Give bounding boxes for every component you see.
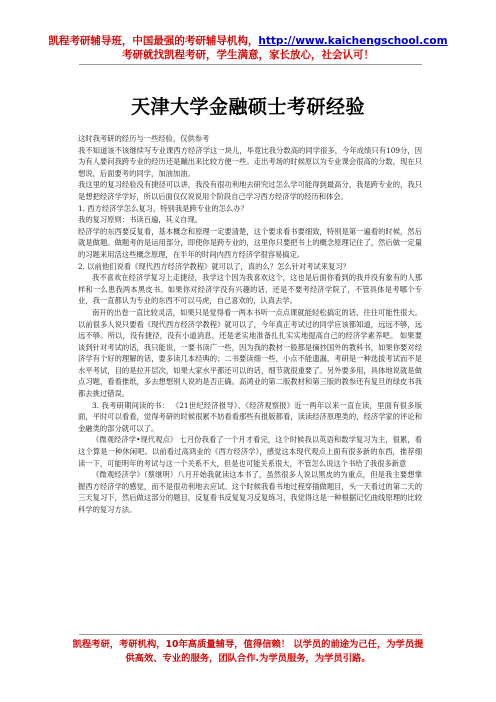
paragraph: 经济学的东西要反复看，基本概念和原理一定要清楚，这个要求看书要细致，特别是第一遍看的时候，然后就是做题。做题考的是运用部分，即使你是跨专业的，这里你只要把书上的概念原理记住了，然后做一定量的习题来用活这些概念原理，在半年的时间内西方经济学很容易搞定。	[78, 226, 422, 259]
article-body	[78, 133, 422, 516]
footer-divider	[79, 634, 422, 635]
header-promo-line-1	[0, 35, 496, 48]
paragraph: 我不喜欢在经济学复习上走捷径，我学这个因为我喜欢这个，这也是后面你看到的我并没有象有的人那样和一么患我两本黑皮书。如果你对经济学没有兴趣的话，还是不要考经济学院了，不管具体是考哪个专业，我一直都认为专业的东西不可以马虎，自己喜欢的，认真去学。	[78, 273, 422, 306]
paragraph-intro: 这时我考研的经历与一些经验，仅供参考	[78, 134, 210, 143]
footer-promo: 凯程考研，考研机构，10年高质量辅导，值得信赖！ 以学员的前途为己任，为学员提供高效、专业的服务，团队合作.为学员服务，为学员引路。	[72, 639, 424, 664]
section-heading: 1. 西方经济学怎么复习，特别我是跨专业的怎么办？	[78, 203, 248, 213]
section-heading: 2. 以前他们说看《现代西方经济学教程》就可以了，真的么？怎么针对考试来复习？	[78, 261, 350, 271]
header-website-link[interactable]: http://www.kaichengschool.com	[258, 35, 448, 47]
paragraph: 《微观经济学》（蔡继明）八月开始我就读这本书了，虽然很多人说以黑皮的为重点，但是我主要想掌握西方经济学的感觉，而不是很功利地去应试。这个时候我看书地过程穿插做题目，头一天看过的第二天的三天复习下，然后做这部分的题目，反复看书反复复习反复练习，我觉得这是一种根据记忆曲线原理的比较科学的复习方法。	[78, 470, 422, 514]
paragraph: 《微观经济学•现代观点》 七月份我看了一个月才看完，这个时候我以英语和数学复习为主，很累，看这个算是一种休闲吧。以前看过高鸿业的《西方经济学》，感觉这本现代观点上面有很多新的东西，推荐细读一下，可能明年的考试与这一个关系不大，但是也可能关系很大，不管怎么说这个书给了我很多新意	[78, 435, 422, 468]
paragraph: 我不知道该不该继续写专业课西方经济学这一块儿，毕竟比我分数高的同学很多，今年成绩只有109分，因为有人要问我跨专业的经历还是蹦出来比较方便一些。走出考场的时候原以为专业课会很高的分数，现在只想说，后面要考的同学，加油加油。	[78, 145, 422, 178]
header-promo-text: 凯程考研辅导班，中国最强的考研辅导机构，	[48, 35, 259, 47]
paragraph: 我的复习原则：书读百遍，其义自现。	[78, 215, 203, 225]
section-heading: 3. 我考研期间读的书： 《21世纪经济报导》、《经济观察报》近一两年以来一直在读，里面有很多版面，平时可以看看，觉得考研的时候很累不妨看看那些有报版都看，读读经济原理类的，经济学家的评论和金融类的部分就可以了。	[78, 400, 422, 433]
page-title: 天津大学金融硕士考研经验	[130, 96, 365, 118]
header-promo-line-2: 考研就找凯程考研，学生满意，家长放心，社会认可！	[122, 49, 374, 61]
paragraph: 南开的出卷一直比较灵活，如果只是觉得看一两本书听一点点课就能轻松搞定的话，往往可能性很大。以前很多人说只要看《现代西方经济学教程》就可以了，今年真正考试过的同学应该都知道，远远不够，远远不够。所以，没有捷径，没有小道消息，还是老实地准备扎扎实实地提高自己的经济学素养吧。 如果要谈到针对考试的话，我只能说，一要书读广一些，因为我的教材一般都是摘抄国外的教科书，如果你要对经济学有个好的理解的话，要多读几本经典的；二书要读细一些，小点不能遗漏，考研是一种选拔考试而不是水平考试，目的是拉开层次，如果大家水平都还可以的话，细节就很重要了。另外要多用，具体地说就是做点习题，看看推纸，多去想想别人说的是否正确。高鸿业的第二版教材和第三版的教参还有复旦的绿皮书我都去挑过错误。	[78, 307, 422, 399]
paragraph: 我这里的复习经验没有捷径可以讲，我没有很功利地去研究过怎么学可能得到最高分，我是跨专业的，我只是想把经济学学好，所以后面仅仅说说用个阶段自己学习西方经济学的经历和体会。	[78, 180, 422, 201]
header-divider	[79, 64, 422, 65]
